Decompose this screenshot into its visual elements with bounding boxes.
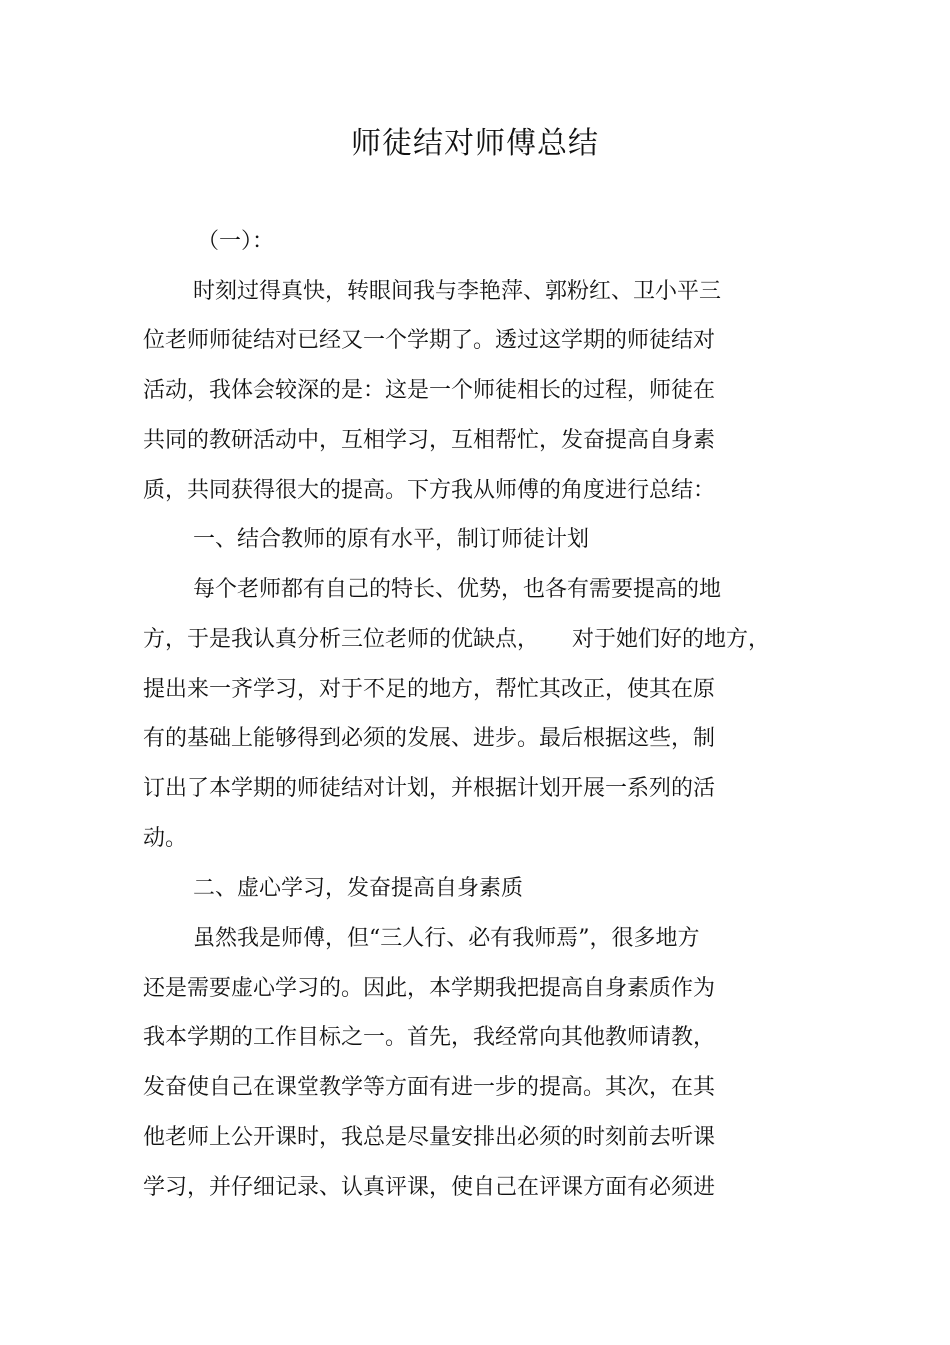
section-heading: 一、结合教师的原有水平，制订师徒计划 bbox=[193, 527, 590, 552]
paragraph-line: 共同的教研活动中，互相学习，互相帮忙，发奋提高自身素 bbox=[143, 428, 716, 453]
paragraph-line: 我本学期的工作目标之一。首先，我经常向其他教师请教， bbox=[143, 1025, 716, 1050]
paragraph-line: 学习，并仔细记录、认真评课，使自己在评课方面有必须进 bbox=[143, 1175, 716, 1200]
paragraph-line: 方，于是我认真分析三位老师的优缺点， 对于她们好的地方， bbox=[143, 627, 771, 652]
paragraph-line: 动。 bbox=[143, 826, 188, 851]
paragraph-line: 虽然我是师傅，但“三人行、必有我师焉”，很多地方 bbox=[193, 926, 700, 951]
paragraph-line: 他老师上公开课时，我总是尽量安排出必须的时刻前去听课 bbox=[143, 1125, 716, 1150]
section-label: （一）： bbox=[197, 229, 275, 254]
paragraph-line: 有的基础上能够得到必须的发展、进步。最后根据这些，制 bbox=[143, 726, 716, 751]
paragraph-line: 活动，我体会较深的是：这是一个师徒相长的过程，师徒在 bbox=[143, 378, 716, 403]
document-title: 师徒结对师傅总结 bbox=[351, 126, 599, 161]
paragraph-line: 位老师师徒结对已经又一个学期了。透过这学期的师徒结对 bbox=[143, 328, 716, 353]
paragraph-line: 提出来一齐学习，对于不足的地方，帮忙其改正，使其在原 bbox=[143, 677, 716, 702]
paragraph-line: 还是需要虚心学习的。因此，本学期我把提高自身素质作为 bbox=[143, 976, 716, 1001]
paragraph-line: 订出了本学期的师徒结对计划，并根据计划开展一系列的活 bbox=[143, 776, 716, 801]
paragraph-line: 每个老师都有自己的特长、优势，也各有需要提高的地 bbox=[193, 577, 722, 602]
section-heading: 二、虚心学习，发奋提高自身素质 bbox=[193, 876, 524, 901]
paragraph-line: 时刻过得真快，转眼间我与李艳萍、郭粉红、卫小平三 bbox=[193, 279, 722, 304]
paragraph-line: 质，共同获得很大的提高。下方我从师傅的角度进行总结： bbox=[143, 478, 716, 503]
paragraph-line: 发奋使自己在课堂教学等方面有进一步的提高。其次，在其 bbox=[143, 1075, 716, 1100]
